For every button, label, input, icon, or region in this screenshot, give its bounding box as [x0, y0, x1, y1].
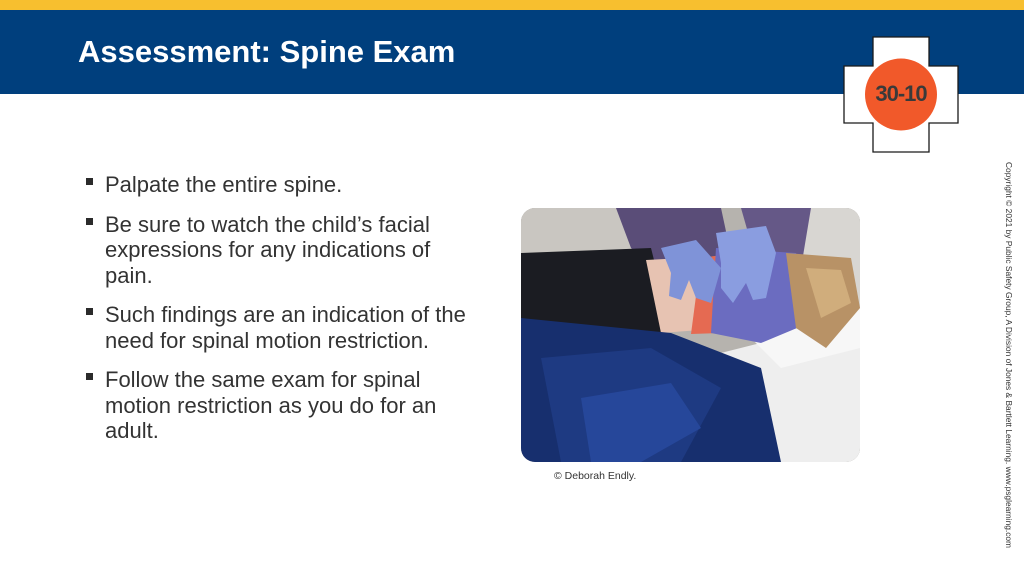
spine-exam-photo	[521, 208, 860, 462]
bullet-list	[86, 172, 476, 458]
bullet-item	[86, 172, 476, 198]
slide-title: Assessment: Spine Exam	[78, 34, 456, 69]
bullet-square-icon	[86, 308, 93, 315]
bullet-item	[86, 302, 476, 353]
top-accent-stripe	[0, 0, 1024, 10]
bullet-text: Palpate the entire spine.	[105, 172, 343, 197]
bullet-square-icon	[86, 178, 93, 185]
bullet-item	[86, 212, 476, 289]
bullet-square-icon	[86, 218, 93, 225]
bullet-text: Be sure to watch the child’s facial expressions for any indications of pain.	[105, 211, 431, 288]
spine-exam-illustration	[521, 208, 860, 462]
bullet-text: Follow the same exam for spinal motion restriction as you do for an adult.	[105, 367, 437, 443]
bullet-square-icon	[86, 373, 93, 380]
slide-number: 30-10	[875, 81, 927, 106]
bullet-text: Such findings are an indication of the need for spinal motion restriction.	[105, 302, 466, 353]
photo-credit: © Deborah Endly.	[554, 470, 637, 482]
copyright-notice: Copyright © 2021 by Public Safety Group, A Division of Jones & Bartlett Learning. www.psglearning.com	[1004, 162, 1014, 549]
bullet-item	[86, 367, 476, 444]
